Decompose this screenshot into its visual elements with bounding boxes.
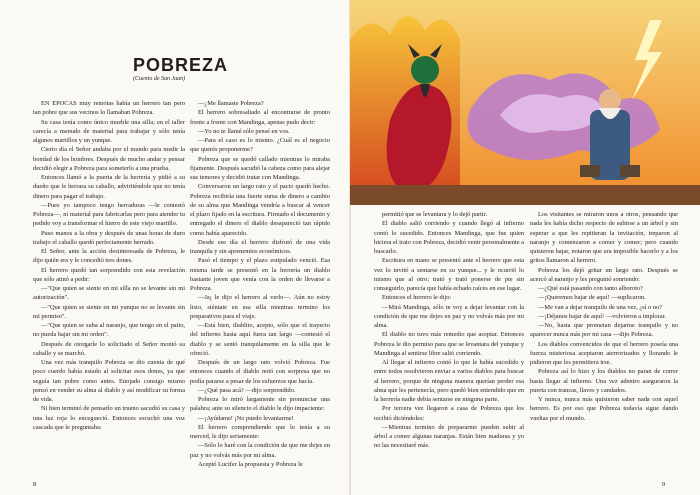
paragraph: —Está bien, diablito, acepto, sólo que el trayecto del infierno hasta aquí fuera tan largo —contestó el diablo y se sentó tranquilamente en la silla que le ofreció. <box>190 322 330 357</box>
paragraph: —Para el caso es lo mismo. ¿Cuál es el negocio que querés proponerme? <box>190 137 330 154</box>
paragraph: —Ja¡ le dijo el herrero al verlo—. Aún no estoy listo, siéntate en esa silla mientras termino los preparativos para el viaje. <box>190 294 330 320</box>
paragraph: Entonces el herrero le dijo: <box>382 294 452 302</box>
paragraph: —No, hasta que prometan dejarme tranquilo y no aparecer nunca más por mi casa —dijo Pobreza. <box>530 322 678 339</box>
paragraph: —"Que quien se siente en mi yunque no se levante sin mi permiso". <box>33 303 185 320</box>
paragraph: —Pues yo tampoco tengo herraduras —le contestó Pobreza—, ni material para fabricarlas pero para atender tu pedido voy a transformar el hierro de este viejo martillo. <box>33 201 185 228</box>
story-subtitle: (Cuento de San Juan) <box>133 76 186 82</box>
paragraph: Después de un largo rato volvió Pobreza. Fue entonces cuando el diablo notó con sorpresa que no podía pararse a pesar de los esfuerzos que hacía. <box>190 359 330 385</box>
right-column-2 <box>530 210 678 480</box>
floor <box>350 185 700 205</box>
paragraph: El diablo no tuvo más remedio que aceptar. Entonces Pobreza le dio permiso para que se levantara del yunque y Mandinga al sentirse libre salió corriendo. <box>374 331 524 357</box>
paragraph: El herrero comprendiendo que lo tenía a su merced, le dijo seriamente: <box>190 423 330 440</box>
paragraph: —¿Qué pasa acá? —dijo sorprendido. <box>198 386 296 394</box>
paragraph: Al llegar al infierno contó lo que le había sucedido y entre todos resolvieron enviar a varios diablos para buscar al herrero, porque de ninguna manera querían perder esa alma que les pertenecía, pero quedó bien entendido que en la herrería nadie debía sentarse en ninguna parte. <box>374 359 524 403</box>
paragraph: Puso manos a la obra y después de unas horas de duro trabajo el caballo quedó perfectamente herrado. <box>33 229 185 246</box>
paragraph: Pobreza lo miró largamente sin pronunciar una palabra; ante su silencio el diablo le dijo impaciente: <box>190 396 330 413</box>
paragraph: —¡Déjanos bajar de aquí! —volvieron a implorar. <box>538 312 666 320</box>
paragraph: Desde ese día el herrero disfrutó de una vida tranquila y sin aprenemios económicos. <box>190 238 330 255</box>
paragraph: —Sólo lo haré con la condición de que me dejes en paz y no volvás más por mi alma. <box>190 442 330 459</box>
paragraph: permitió que se levantara y lo dejó partir. <box>382 211 488 218</box>
paragraph: Cierto día el Señor andaba por el mundo para medir la bondad de los hombres. Después de mucho andar y pensar decidió elegir a Pobreza para someterlo a una prueba. <box>33 146 185 172</box>
paragraph: Por tercera vez llegaron a casa de Pobreza que los recibió diciéndoles: <box>374 405 524 422</box>
paragraph: —"Que quien se siente en mi silla no se levante sin mi autorización". <box>33 285 185 302</box>
paragraph: Pobreza que se quedó callado mientras lo miraba fijamente. Después sacudió la cabeza como para alejar sus temores y decidió tratar con Mandinga. <box>190 155 330 181</box>
paragraph: Los visitantes se miraron unos a otros, pensando que nada les había dicho respecto de subirse a un árbol y sin esperar a que les repitieran la invitación, treparon al naranjo y comenzaron a comer y comer; pero cuando quisieron bajar, notaron que era imposible hacerlo y a los gritos llamaron al herrero. <box>530 211 678 265</box>
paragraph: Después de otorgarle lo solicitado el Señor montó su caballo y se marchó. <box>33 340 185 357</box>
paragraph: —Mirá Mandinga, sólo te voy a dejar levantar con la condición de que me dejes en paz y no volvás más por mi alma. <box>374 303 524 329</box>
paragraph: Y nunca, nunca más quisieron saber nada con aquel herrero. Es por eso que Pobreza todavía sigue dando vueltas por el mundo. <box>530 396 678 422</box>
right-column-1 <box>374 210 524 480</box>
paragraph: Conversaron un largo rato y el pacto quedó hecho. Pobreza recibiría una fuerte suma de dinero a cambio de su alma que Mandinga vendría a buscar al vencer el plazo fijado en la escritura. Firmado el documento y entregado el dinero el diablo desapareció tan rápido como había aparecido. <box>190 183 330 237</box>
paragraph: Pasó el tiempo y el plazo estipulado venció. Esa misma tarde se presentó en la herrería un diablo bastante joven que venía con la orden de llevarse a Pobreza. <box>190 257 330 292</box>
paragraph: Escritura en mano se presentó ante el herrero que esta vez lo invitó a sentarse en su yunque... y le ocurrió lo mismo que al otro; trató y trató ponerse de pie sin conseguirlo, parecía que había echado raíces en ese lugar. <box>374 257 524 292</box>
paragraph: Su casa tenía como único mueble una silla; en el taller carecía a menudo de material para trabajar y sólo tenía algunos martillos y un yunque. <box>33 118 185 144</box>
left-column-2 <box>190 99 330 485</box>
left-column-1 <box>33 99 185 485</box>
paragraph: Los diablos convencidos de que el herrero poseía una fuerza misteriosa aceptaron aterrorizados y llorando le pidieron que les permitiera irse. <box>530 340 678 366</box>
paragraph: Pobreza los dejó gritar un largo rato. Después se acercó al naranjo y les preguntó sonriendo: <box>530 266 678 283</box>
paragraph: Una vez más tranquilo Pobreza se dio cuenta de qué poco cuerdo había estado al solicitar esos dones, ya que seguía tan pobre como antes. Enojado consigo mismo pensó en vender su alma al diablo y así modificar su forma de vida. <box>33 359 185 403</box>
story-title: POBREZA <box>133 55 229 75</box>
paragraph: Aceptó Lucifer la propuesta y Pobreza le <box>198 460 303 468</box>
page-number-left: 8 <box>33 481 37 488</box>
illustration <box>350 0 700 205</box>
paragraph: —¿Me llamaste Pobreza? <box>198 100 264 107</box>
paragraph: —Yo no te llamé sólo pensé en vos. <box>198 127 290 135</box>
paragraph: —Me van a dejar tranquilo de una vez, ¿sí o no? <box>538 303 663 311</box>
paragraph: Entonces llamó a la puerta de la herrería y pidió a su dueño que le herrara su caballo, advirtiéndole que no tenía dinero para pagar el trabajo. <box>33 174 185 200</box>
paragraph: —"Que quien se suba al naranjo, que tengo en el patio, no pueda bajar sin mi orden". <box>33 322 185 339</box>
paragraph: El Señor, ante la acción desinteresada de Pobreza, le dijo quién era y le concedió tres dones. <box>33 248 185 265</box>
paragraph: El herrero quedó tan sorprendido con esta revelación que sólo atinó a pedir: <box>33 266 185 283</box>
paragraph: Ni bien terminó de pensarlo un trueno sacudió su casa y una luz roja lo encegueció. Entonces escuchó una voz cascada que le preguntaba: <box>33 405 185 431</box>
paragraph: —Mientras termino de prepararme pueden subir al árbol a comer algunas naranjas. Están bien maduras y yo no las necesitaré más. <box>374 423 524 450</box>
paragraph: EN EPOCAS muy remotas había un herrero tan pero tan pobre que sus vecinos lo llamaban Pobreza. <box>33 100 185 117</box>
paragraph: —¡Ayúdame! ¡No puedo levantarme! <box>198 414 294 422</box>
paragraph: —¿Qué está pasando con tanto alboroto? <box>538 285 643 292</box>
page-number-right: 9 <box>662 481 666 488</box>
paragraph: Pobreza así lo hizo y los diablos no paran de correr hasta llegar al infierno. Una vez adentro aseguraron la puerta con trancas, llaves y candados. <box>530 368 678 394</box>
paragraph: —¡Queremos bajar de aquí! —suplicaron. <box>538 294 646 302</box>
paragraph: El diablo salió corriendo y cuando llegó al infierno contó lo sucedido. Entonces Mandinga, que fue quien hiciera el trato con Pobreza, decidió venir personalmente a buscarlo. <box>374 220 524 255</box>
paragraph: El herrero sobresaltado al encontrarse de pronto frente a frente con Mandinga, apenas pudo decir: <box>190 109 330 126</box>
